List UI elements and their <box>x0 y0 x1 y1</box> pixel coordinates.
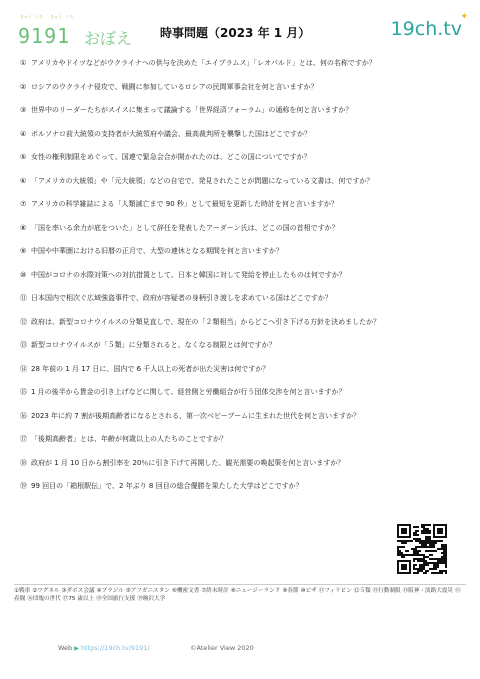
question-text: 「後期高齢者」とは、年齢が何歳以上の人たちのことですか？ <box>31 435 227 443</box>
question-text: 2023 年に約 7 割が後期高齢者になるとされる、第一次ベビーブームに生まれた世代を何と言いますか？ <box>31 411 361 420</box>
question-item <box>20 177 460 201</box>
question-item <box>20 106 460 130</box>
qr-code[interactable] <box>397 524 447 574</box>
answer-item: ①戦車 <box>14 588 31 594</box>
question-item <box>20 247 460 271</box>
question-text: 中国がコロナの水際対策への対抗措置として、日本と韓国に対して発給を停止したものは何ですか？ <box>31 270 346 279</box>
logo-ruby: いち <box>35 14 43 19</box>
question-number: ⑰ <box>20 435 27 443</box>
question-item <box>20 459 460 483</box>
question-item <box>20 341 460 365</box>
question-item <box>20 412 460 436</box>
web-label: Web <box>58 644 73 652</box>
question-text: 「アメリカの大統領」や「元大統領」などの自宅で、発見されたことが問題になっている文書は、何ですか？ <box>31 176 374 185</box>
question-text: 99 回目の「箱根駅伝」で、2 年ぶり 8 回目の総合優勝を果たした大学はどこですか？ <box>31 482 303 490</box>
question-item <box>20 482 460 506</box>
answer-item: ⑤アフガニスタン <box>125 588 170 594</box>
question-item <box>20 130 460 154</box>
question-text: 「国を率いる余力が底をついた」として辞任を発表したアーダーン氏は、どこの国の首相ですか？ <box>31 223 339 232</box>
question-number: ⑲ <box>20 482 27 490</box>
question-number: ⑫ <box>20 317 27 326</box>
question-number: ④ <box>20 129 27 138</box>
question-item <box>20 318 460 342</box>
answer-item: ⑨春節 <box>282 588 299 594</box>
question-text: 政府が 1 月 10 日から割引率を 20％に引き下げて再開した、観光需要の喚起策を何と言いますか？ <box>31 458 345 467</box>
question-number: ⑭ <box>20 364 27 373</box>
copyright: ©Atelier View 2020 <box>190 644 254 652</box>
question-number: ⑮ <box>20 388 27 396</box>
answer-item: ④ブラジル <box>96 588 124 594</box>
question-number: ⑦ <box>20 200 27 208</box>
question-number: ② <box>20 82 27 91</box>
question-text: 1 月の後半から賃金の引き上げなどに関して、経営側と労働組合が行う団体交渉を何と言いますか？ <box>31 388 346 396</box>
question-item <box>20 224 460 248</box>
answer-item: ②ワグネル <box>32 588 60 594</box>
logo-ruby: きゅう <box>50 14 62 19</box>
qr-code-icon <box>397 524 447 574</box>
question-number: ⑬ <box>20 341 27 349</box>
answer-item: ⑧ニュージーランド <box>230 588 281 594</box>
answer-item: ⑬行動制限 <box>372 588 401 594</box>
logo-ruby: いち <box>66 14 74 19</box>
answer-item: ⑥機密文書 <box>171 588 200 594</box>
question-number: ⑱ <box>20 458 27 467</box>
answer-item: ⑰75 歳以上 <box>62 596 95 602</box>
site-logo-text: 19ch.tv <box>390 18 462 40</box>
question-item <box>20 388 460 412</box>
question-number: ⑧ <box>20 223 27 232</box>
answer-item: ③ダボス会議 <box>61 588 95 594</box>
logo-ruby: きゅう <box>20 14 32 19</box>
question-item <box>20 83 460 107</box>
page-title: 時事問題（2023 年 1 月） <box>160 26 311 40</box>
question-text: 女性の権利制限をめぐって、国連で緊急会合が開かれたのは、どこの国についてですか？ <box>31 153 311 161</box>
header <box>0 0 480 50</box>
answer-item: ⑪フィリピン <box>318 588 352 594</box>
answer-item: ⑱全国旅行支援 <box>96 596 136 602</box>
question-item <box>20 271 460 295</box>
question-text: ロシアのウクライナ侵攻で、戦闘に参加しているロシアの民間軍事会社を何と言いますか？ <box>31 82 318 91</box>
question-number: ⑯ <box>20 411 27 420</box>
answer-item: ⑩ビザ <box>300 588 317 594</box>
question-item <box>20 153 460 177</box>
question-number: ⑩ <box>20 270 27 279</box>
question-text: 28 年前の 1 月 17 日に、国内で 6 千人以上の死者が出た災害は何ですか？ <box>31 364 270 373</box>
logo-kana: おぼえ <box>84 29 133 48</box>
question-number: ⑨ <box>20 247 27 255</box>
answer-item: ⑲駒沢大学 <box>137 596 166 602</box>
question-item <box>20 435 460 459</box>
question-number: ⑪ <box>20 294 27 302</box>
play-arrow-icon: ▶ <box>74 645 79 652</box>
question-text: 中国や中華圏における旧暦の正月で、大型の連休となる期間を何と言いますか？ <box>31 247 283 255</box>
question-list <box>20 59 460 506</box>
question-item <box>20 200 460 224</box>
footer <box>0 644 480 656</box>
site-brand-logo[interactable] <box>18 14 138 46</box>
answer-item: ⑮春闘 <box>14 588 461 602</box>
web-url[interactable]: https://19ch.tv/9191/ <box>80 644 150 652</box>
answer-item: ⑭阪神・淡路大震災 <box>402 588 454 594</box>
question-text: アメリカの科学雑誌による「人類滅亡まで 90 秒」として最短を更新した時計を何と言いますか？ <box>31 200 338 208</box>
question-item <box>20 294 460 318</box>
question-text: 新型コロナウイルスが「５類」に分類されると、なくなる制限とは何ですか？ <box>31 341 276 349</box>
answer-item: ⑯団塊の世代 <box>27 596 61 602</box>
question-number: ③ <box>20 106 27 114</box>
question-number: ① <box>20 59 27 67</box>
answer-item: ⑦終末時計 <box>201 588 229 594</box>
question-item <box>20 59 460 83</box>
question-text: ボルソナロ前大統領の支持者が大統領府や議会、最高裁判所を襲撃した国はどこですか？ <box>31 129 311 138</box>
question-text: 政府は、新型コロナウイルスの分類見直しで、現在の「２類相当」からどこへ引き下げる方針を決めましたか？ <box>31 317 381 326</box>
question-number: ⑥ <box>20 176 27 185</box>
answer-key <box>14 584 466 603</box>
question-text: 世界中のリーダーたちがスイスに集まって議論する「世界経済フォーラム」の通称を何と言いますか？ <box>31 106 353 114</box>
question-text: アメリカやドイツなどがウクライナへの供与を決めた「エイブラムス」「レオパルド」とは、何の名称ですか？ <box>31 59 376 67</box>
question-text: 日本国内で相次ぐ広域強盗事件で、政府が容疑者の身柄引き渡しを求めている国はどこですか？ <box>31 294 332 302</box>
question-number: ⑤ <box>20 153 27 161</box>
question-item <box>20 365 460 389</box>
web-link[interactable] <box>58 644 150 652</box>
logo-digits: 9191 <box>18 24 71 48</box>
answer-item: ⑫５類 <box>353 588 371 594</box>
site-logo[interactable] <box>390 12 468 40</box>
spark-icon: ✦ <box>460 12 468 22</box>
